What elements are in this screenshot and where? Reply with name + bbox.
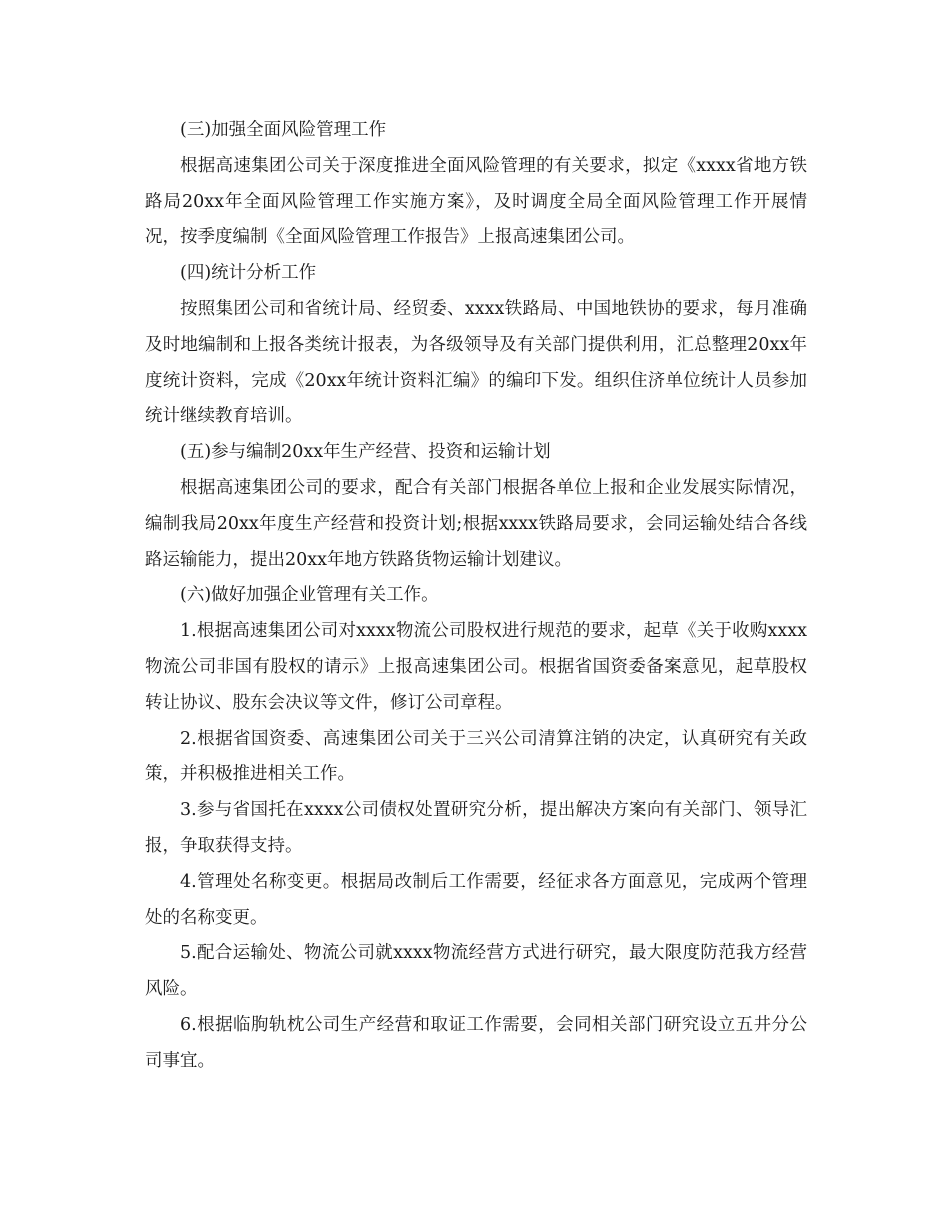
paragraph-statistics: 按照集团公司和省统计局、经贸委、xxxx铁路局、中国地铁协的要求，每月准确及时地编制和上报各类统计报表，为各级领导及有关部门提供利用，汇总整理20xx年度统计资料，完成《20xx年统计资料汇编》的编印下发。组织住济单位统计人员参加统计继续教育培训。 [145,298,807,427]
section-heading-risk-management: (三)加强全面风险管理工作 [180,120,387,140]
list-item-1: 1.根据高速集团公司对xxxx物流公司股权进行规范的要求，起草《关于收购xxxx物流公司非国有股权的请示》上报高速集团公司。根据省国资委备案意见，起草股权转让协议、股东会决议等文件，修订公司章程。 [145,621,807,713]
paragraph-planning: 根据高速集团公司的要求，配合有关部门根据各单位上报和企业发展实际情况，编制我局20xx年度生产经营和投资计划;根据xxxx铁路局要求，会同运输处结合各线路运输能力，提出20xx年地方铁路货物运输计划建议。 [145,477,807,570]
document-body [145,113,807,1080]
section-heading-planning: (五)参与编制20xx年生产经营、投资和运输计划 [180,442,551,463]
section-heading-enterprise-management: (六)做好加强企业管理有关工作。 [180,585,439,606]
list-item-6: 6.根据临朐轨枕公司生产经营和取证工作需要，会同相关部门研究设立五井分公司事宜。 [145,1014,807,1071]
list-item-4: 4.管理处名称变更。根据局改制后工作需要，经征求各方面意见，完成两个管理处的名称变更。 [145,871,807,928]
paragraph-risk-management: 根据高速集团公司关于深度推进全面风险管理的有关要求，拟定《xxxx省地方铁路局20xx年全面风险管理工作实施方案》，及时调度全局全面风险管理工作开展情况，按季度编制《全面风险管理工作报告》上报高速集团公司。 [145,155,807,248]
list-item-3: 3.参与省国托在xxxx公司债权处置研究分析，提出解决方案向有关部门、领导汇报，争取获得支持。 [145,800,807,856]
section-heading-statistics: (四)统计分析工作 [180,263,317,284]
list-item-5: 5.配合运输处、物流公司就xxxx物流经营方式进行研究，最大限度防范我方经营风险。 [145,943,807,1000]
list-item-2: 2.根据省国资委、高速集团公司关于三兴公司清算注销的决定，认真研究有关政策，并积极推进相关工作。 [145,728,807,785]
